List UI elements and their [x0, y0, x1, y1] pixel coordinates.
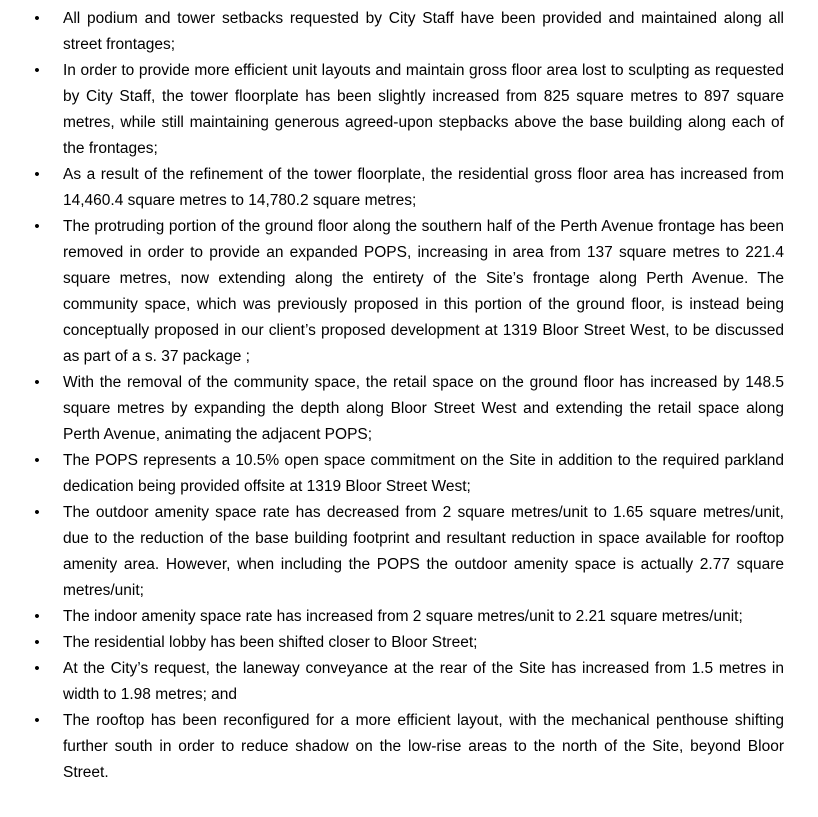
list-item-text: The rooftop has been reconfigured for a more efficient layout, with the mechanical penthouse shifting further south in order to reduce shadow on the low-rise areas to the north of the Site, beyond Bloor Street.	[63, 712, 784, 781]
list-item	[0, 656, 818, 708]
bullet-icon: •	[34, 166, 40, 183]
list-item	[0, 630, 818, 656]
list-item	[0, 162, 818, 214]
list-item-text: The protruding portion of the ground floor along the southern half of the Perth Avenue frontage has been removed in order to provide an expanded POPS, increasing in area from 137 square metres to 221.4 square metres, now extending along the entirety of the Site’s frontage along Perth Avenue. The community space, which was previously proposed in this portion of the ground floor, is instead being conceptually proposed in our client’s proposed development at 1319 Bloor Street West, to be discussed as part of a s. 37 package ;	[63, 218, 784, 365]
list-item-text: The outdoor amenity space rate has decreased from 2 square metres/unit to 1.65 square metres/unit, due to the reduction of the base building footprint and resultant reduction in space available for rooftop amenity area. However, when including the POPS the outdoor amenity space is actually 2.77 square metres/unit;	[63, 504, 784, 599]
list-item	[0, 370, 818, 448]
bullet-icon: •	[34, 10, 40, 27]
list-item-text: The POPS represents a 10.5% open space commitment on the Site in addition to the required parkland dedication being provided offsite at 1319 Bloor Street West;	[63, 452, 784, 495]
list-item	[0, 448, 818, 500]
bullet-icon: •	[34, 504, 40, 521]
list-item-text: With the removal of the community space, the retail space on the ground floor has increased by 148.5 square metres by expanding the depth along Bloor Street West and extending the retail space along Perth Avenue, animating the adjacent POPS;	[63, 374, 784, 443]
bullet-icon: •	[34, 218, 40, 235]
list-item-text: As a result of the refinement of the tower floorplate, the residential gross floor area has increased from 14,460.4 square metres to 14,780.2 square metres;	[63, 166, 784, 209]
bullet-icon: •	[34, 634, 40, 651]
bullet-icon: •	[34, 712, 40, 729]
list-item	[0, 604, 818, 630]
list-item-text: The indoor amenity space rate has increased from 2 square metres/unit to 2.21 square metres/unit;	[63, 608, 743, 625]
bullet-icon: •	[34, 374, 40, 391]
list-item	[0, 708, 818, 786]
document-body	[0, 6, 818, 786]
bullet-icon: •	[34, 608, 40, 625]
list-item-text: At the City’s request, the laneway conveyance at the rear of the Site has increased from 1.5 metres in width to 1.98 metres; and	[63, 660, 784, 703]
bullet-icon: •	[34, 660, 40, 677]
list-item	[0, 6, 818, 58]
bullet-icon: •	[34, 452, 40, 469]
list-item-text: In order to provide more efficient unit layouts and maintain gross floor area lost to sculpting as requested by City Staff, the tower floorplate has been slightly increased from 825 square metres to 897 square metres, while still maintaining generous agreed-upon stepbacks above the base building along each of the frontages;	[63, 62, 784, 157]
list-item	[0, 58, 818, 162]
list-item	[0, 500, 818, 604]
bullet-icon: •	[34, 62, 40, 79]
bullet-list	[0, 6, 818, 786]
list-item-text: The residential lobby has been shifted closer to Bloor Street;	[63, 634, 478, 651]
list-item-text: All podium and tower setbacks requested by City Staff have been provided and maintained along all street frontages;	[63, 10, 784, 53]
list-item	[0, 214, 818, 370]
